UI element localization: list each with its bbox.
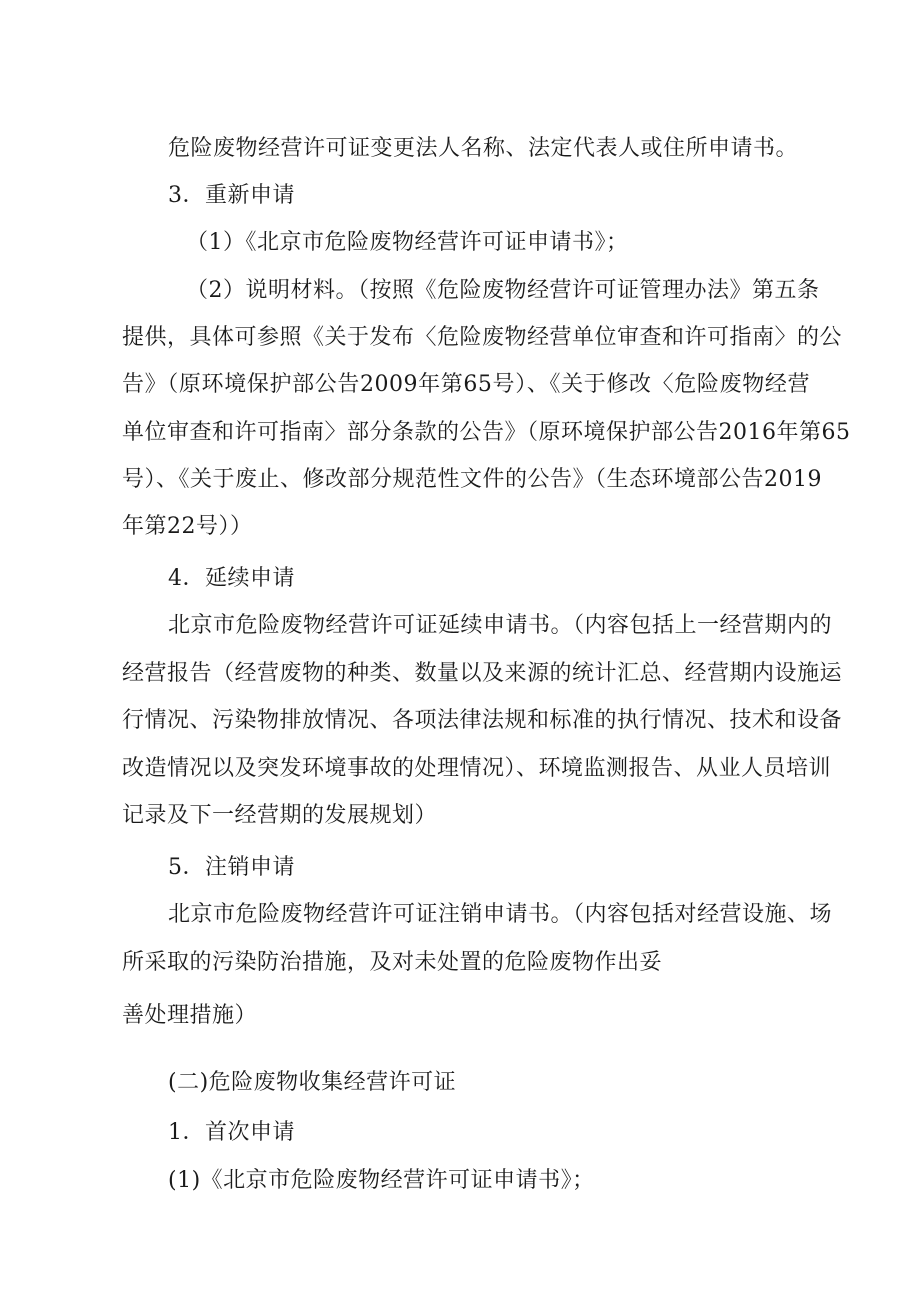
paragraph-line: 北京市危险废物经营许可证注销申请书。（内容包括对经营设施、场 (168, 902, 833, 927)
list-item: (1)《北京市危险废物经营许可证申请书》； (168, 1168, 595, 1193)
section-heading: 5．注销申请 (168, 855, 295, 880)
paragraph-line: 善处理措施） (122, 1003, 258, 1028)
section-heading: 4．延续申请 (168, 566, 295, 591)
paragraph-line: 告》（原环境保护部公告2009年第65号）、《关于修改〈危险废物经营 (122, 372, 810, 397)
section-heading: (二)危险废物收集经营许可证 (168, 1070, 457, 1095)
paragraph-line: 所采取的污染防治措施，及对未处置的危险废物作出妥 (122, 950, 663, 975)
paragraph-line: 单位审查和许可指南〉部分条款的公告》（原环境保护部公告2016年第65 (122, 420, 851, 445)
paragraph-line: 改造情况以及突发环境事故的处理情况）、环境监测报告、从业人员培训 (122, 756, 832, 781)
paragraph-line: 北京市危险废物经营许可证延续申请书。（内容包括上一经营期内的 (168, 613, 833, 638)
list-item: （1）《北京市危险废物经营许可证申请书》； (186, 230, 629, 255)
list-item: （2）说明材料。（按照《危险废物经营许可证管理办法》第五条 (186, 278, 820, 303)
paragraph-line: 危险废物经营许可证变更法人名称、法定代表人或住所申请书。 (168, 136, 799, 161)
section-heading: 3．重新申请 (168, 183, 295, 208)
paragraph-line: 记录及下一经营期的发展规划） (122, 803, 438, 828)
paragraph-line: 年第22号）） (122, 514, 253, 539)
paragraph-line: 号）、《关于废止、修改部分规范性文件的公告》（生态环境部公告2019 (122, 467, 822, 492)
section-heading: 1．首次申请 (168, 1120, 295, 1145)
paragraph-line: 行情况、污染物排放情况、各项法律法规和标准的执行情况、技术和设备 (122, 708, 843, 733)
paragraph-line: 提供，具体可参照《关于发布〈危险废物经营单位审查和许可指南〉的公 (122, 325, 843, 350)
paragraph-line: 经营报告（经营废物的种类、数量以及来源的统计汇总、经营期内设施运 (122, 661, 843, 686)
